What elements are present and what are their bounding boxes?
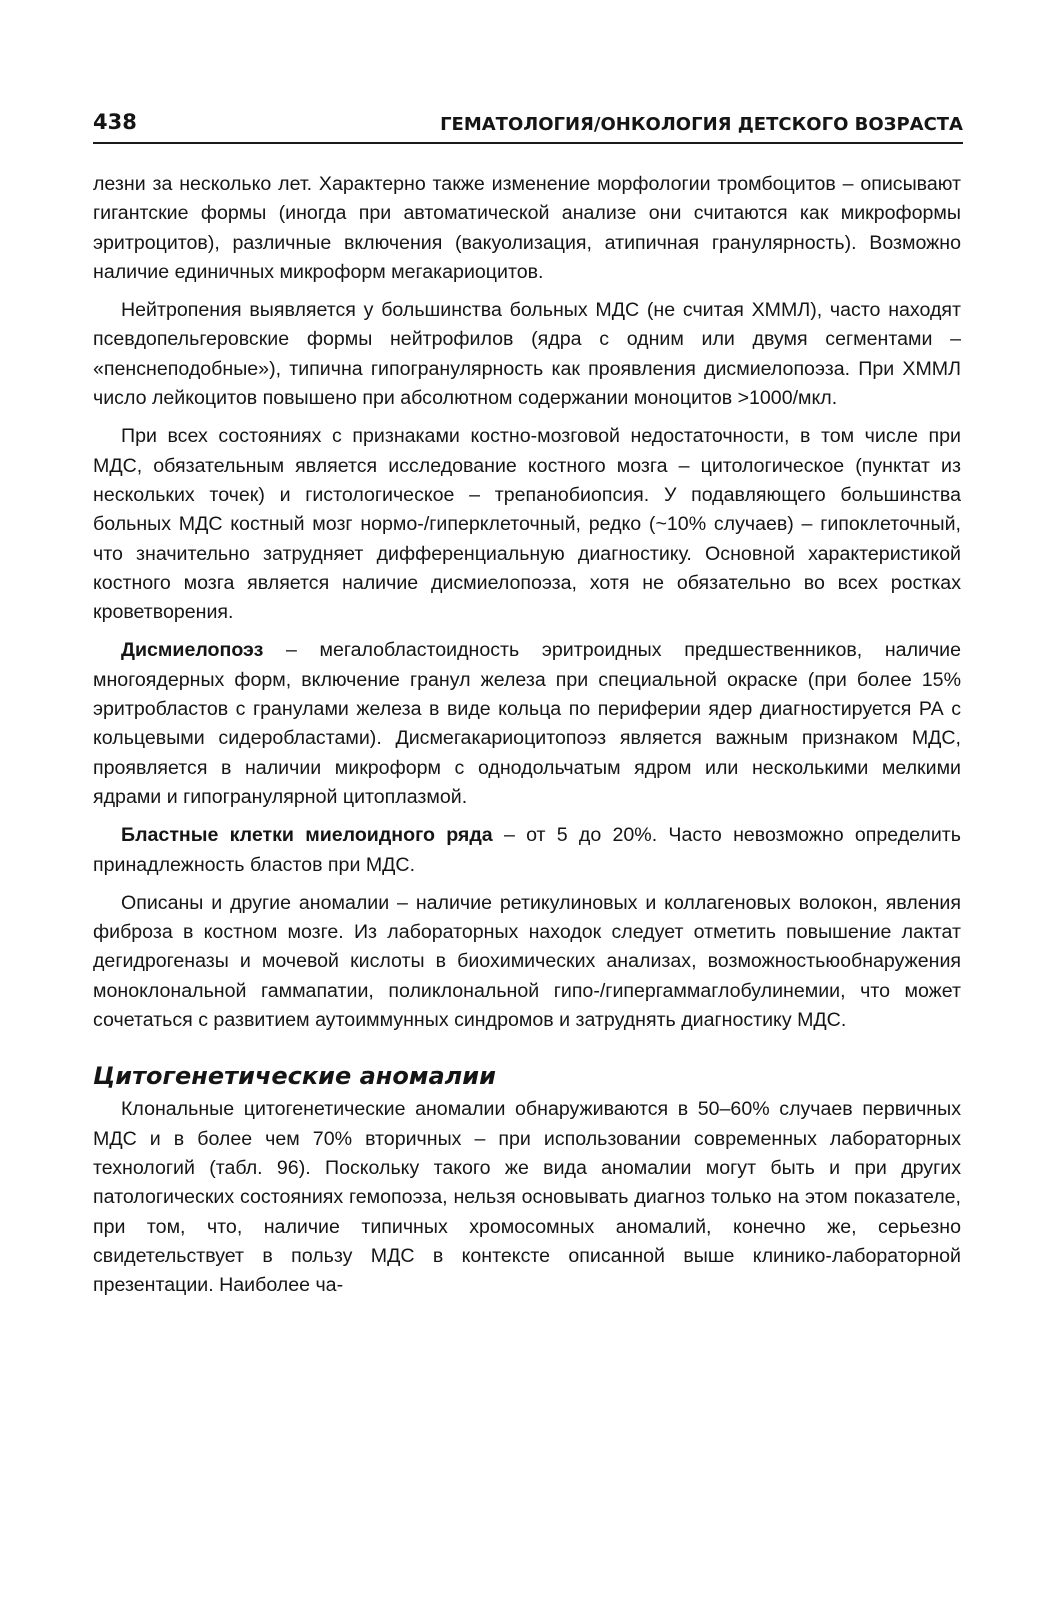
paragraph-other-anomalies: Описаны и другие аномалии – наличие ретикулиновых и коллагеновых волокон, явления фиброза в костном мозге. Из лабораторных находок следует отметить повышение лактат дегидрогеназы и мочевой кислоты в биохимических анализах, возможностьюобнаружения моноклональной гаммапатии, поликлональной гипо-/гипергаммаглобулинемии, что может сочетаться с развитием аутоиммунных синдромов и затруднять диагностику МДС.: [93, 891, 961, 1032]
running-title: ГЕМАТОЛОГИЯ/ОНКОЛОГИЯ ДЕТСКОГО ВОЗРАСТА: [440, 114, 963, 135]
paragraph-cytogenetics: Клональные цитогенетические аномалии обнаруживаются в 50–60% случаев первичных МДС и в более чем 70% вторичных – при использовании современных лабораторных технологий (табл. 96). Поскольку такого же вида аномалии могут быть и при других патологических состояниях гемопоэза, нельзя основывать диагноз только на этом показателе, при том, что, наличие типичных хромосомных аномалий, конечно же, серьезно свидетельствует в пользу МДС в контексте описанной выше клинико-лабораторной презентации. Наиболее ча-: [93, 1098, 961, 1297]
paragraph-neutropenia: Нейтропения выявляется у большинства больных МДС (не считая ХММЛ), часто находят псевдопельгеровские формы нейтрофилов (ядра с одним или двумя сегментами – «пенснеподобные»), типична гипогранулярность как проявления дисмиелопоэза. При ХММЛ число лейкоцитов повышено при абсолютном содержании моноцитов >1000/мкл.: [93, 299, 961, 410]
term-blasts: Бластные клетки миелоидного ряда: [121, 824, 493, 847]
section-heading: Цитогенетические аномалии: [93, 1062, 496, 1091]
paragraph-continuation: лезни за несколько лет. Характерно также изменение морфологии тромбоцитов – описывают гигантские формы (иногда при автоматической анализе они считаются как микроформы эритроцитов), различные включения (вакуолизация, атипичная гранулярность). Возможно наличие единичных микроформ мегакариоцитов.: [93, 173, 961, 283]
page-number: 438: [93, 110, 137, 134]
paragraph-dysmyelopoiesis-text: – мегалобластоидность эритроидных предшественников, наличие многоядерных форм, включение гранул железа при специальной окраске (при более 15% эритробластов с гранулами железа в виде кольца по периферии ядер диагностируется РА с кольцевыми сидеробластами). Дисмегакариоцитопоэз является важным признаком МДС, проявляется в наличии микроформ с однодольчатым ядром или несколькими мелкими ядрами и гипогранулярной цитоплазмой.: [93, 639, 961, 808]
paragraph-dysmyelopoiesis: [93, 636, 961, 812]
paragraph-blasts: [93, 821, 961, 880]
running-head: [93, 106, 963, 144]
term-dysmyelopoiesis: Дисмиелопоэз: [121, 639, 264, 662]
paragraph-bone-marrow: При всех состояниях с признаками костно-мозговой недостаточности, в том числе при МДС, обязательным является исследование костного мозга – цитологическое (пунктат из нескольких точек) и гистологическое – трепанобиопсия. У подавляющего большинства больных МДС костный мозг нормо-/гиперклеточный, редко (~10% случаев) – гипоклеточный, что значительно затрудняет дифференциальную диагностику. Основной характеристикой костного мозга является наличие дисмиелопоэза, хотя не обязательно во всех ростках кроветворения.: [93, 425, 961, 624]
paragraph-blasts-text: – от 5 до 20%. Часто невозможно определить принадлежность бластов при МДС.: [93, 824, 961, 876]
body-text: [93, 170, 961, 1309]
